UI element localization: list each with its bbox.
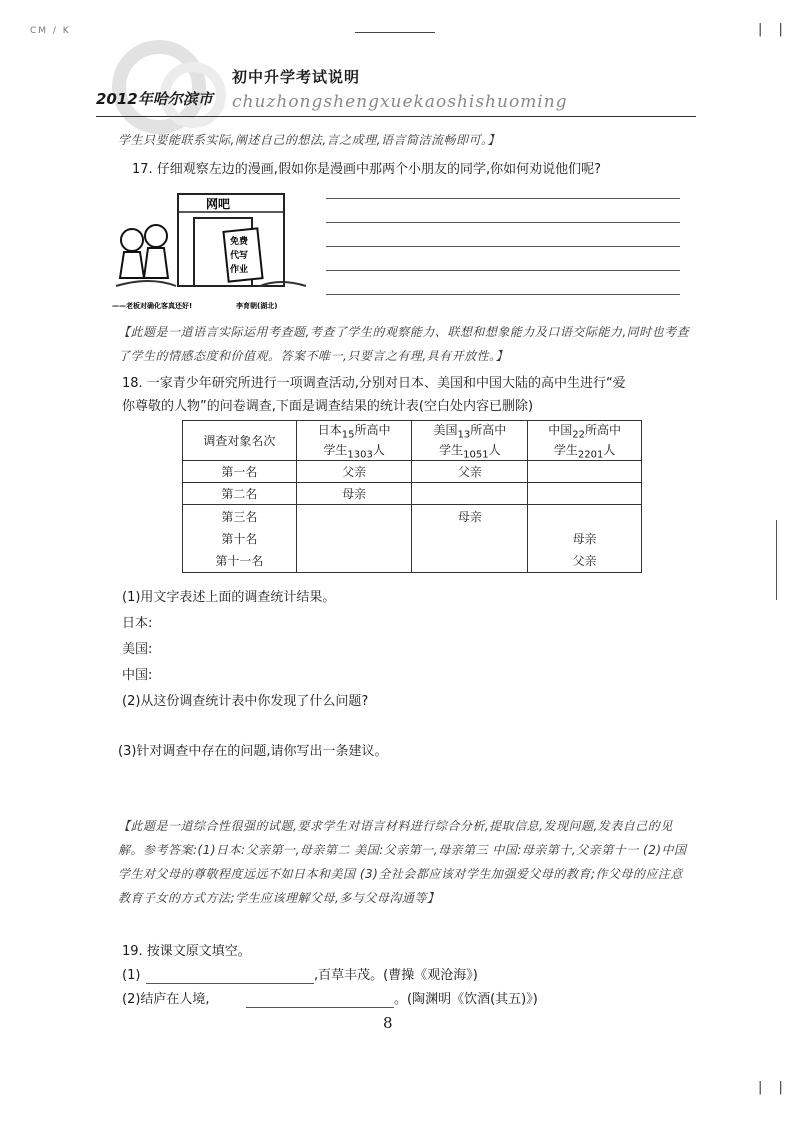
answer-line-q17-4[interactable] [326,270,680,271]
table-cell-rank-merged [183,505,297,573]
usa-rank-10 [416,528,523,550]
col-prefix: 学生 [323,442,348,457]
col-students: 1051 [463,448,489,460]
table-cell-japan: 母亲 [296,483,412,505]
cartoon-author: 李育朝(湖北) [236,302,278,310]
cartoon-image [110,186,316,314]
q18-question-line1: 18. 一家青少年研究所进行一项调查活动,分别对日本、美国和中国大陆的高中生进行“爱 [122,376,626,391]
table-cell-japan: 父亲 [296,461,412,483]
q18-question-line2: 你尊敬的人物”的问卷调查,下面是调查结果的统计表(空白处内容已删除) [122,399,534,414]
answer-line-q17-2[interactable] [326,222,680,223]
table-cell-rank: 第一名 [183,461,297,483]
col-schools: 13 [457,429,471,441]
crop-marks-top-right: | | [758,22,789,37]
q19-item1-num: (1) [122,968,141,983]
usa-rank-11 [416,550,523,572]
usa-rank-3: 母亲 [457,509,482,524]
col-schools: 22 [572,429,585,441]
q18-japan-label: 日本: [122,616,153,631]
cartoon-board-line3: 作业 [230,265,249,275]
q18-sub2: (2)从这份调查统计表中你发现了什么问题? [122,694,369,709]
col-country: 日本 [317,423,342,438]
q19-item2-num: (2)结庐在人境, [122,992,210,1007]
col-unit: 所高中 [584,423,621,438]
q19-item1-text: ,百草丰茂。(曹操《观沧海》) [314,968,478,983]
table-col-japan [296,421,412,461]
survey-table [182,420,642,573]
table-row-merged [183,505,642,573]
col-unit: 人 [488,442,501,457]
q18-sub3: (3)针对调查中存在的问题,请你写出一条建议。 [118,744,388,759]
china-rank-10: 母亲 [572,531,597,546]
q18-usa-label: 美国: [122,642,153,657]
table-row [183,461,642,483]
q19-question: 19. 按课文原文填空。 [122,944,251,959]
col-prefix: 学生 [553,442,578,457]
table-cell-rank: 第二名 [183,483,297,505]
japan-rank-11 [301,550,408,572]
col-students: 2201 [577,448,604,460]
answer-line-q17-5[interactable] [326,294,680,295]
cartoon-caption: ——老板对确化客真还好! [112,302,193,310]
col-country: 美国 [433,423,458,438]
col-country: 中国 [548,423,573,438]
top-rule [355,32,435,33]
table-corner-header: 调查对象名次 [183,421,297,461]
col-unit: 人 [372,442,385,457]
answer-line-q17-3[interactable] [326,246,680,247]
japan-rank-10 [301,528,408,550]
crop-marks-bottom-right: | | [758,1080,789,1095]
header-year-city: 2012年哈尔滨市 [96,90,213,108]
col-students: 1303 [347,448,373,460]
rank-11: 第十一名 [215,553,264,568]
margin-bar [776,520,777,600]
japan-rank-3 [301,506,408,528]
header-rule [96,116,696,117]
cartoon-board-line2: 代写 [230,251,249,261]
rank-3: 第三名 [221,509,258,524]
note-q17: 【此题是一道语言实际运用考查题,考查了学生的观察能力、联想和想象能力及口语交际能力,同时也考查了学生的情感态度和价值观。答案不唯一,只要言之有理,具有开放性。】 [118,325,690,363]
col-prefix: 学生 [439,442,464,457]
table-cell-japan-merged [296,505,412,573]
q19-blank-2[interactable] [246,1007,394,1008]
table-cell-china [528,483,642,505]
table-col-usa [412,421,528,461]
note-q16-end: 学生只要能联系实际,阐述自己的想法,言之成理,语言简洁流畅即可。】 [118,133,500,147]
col-unit: 所高中 [354,423,391,438]
table-cell-usa: 父亲 [412,461,528,483]
cartoon-board-line1: 免费 [230,237,249,247]
cartoon-drawing [110,186,316,314]
table-row [183,483,642,505]
table-cell-china [528,461,642,483]
col-unit: 所高中 [470,423,507,438]
cartoon-child-head-1 [121,229,143,251]
rank-10: 第十名 [221,531,258,546]
page-number: 8 [383,1014,393,1032]
header-title: 初中升学考试说明 [232,68,361,86]
q19-blank-1[interactable] [146,983,314,984]
q19-item2-text: 。(陶渊明《饮酒(其五)》) [394,992,538,1007]
cartoon-sign: 网吧 [206,197,231,211]
q18-sub1: (1)用文字表述上面的调查统计结果。 [122,590,336,605]
corner-code: CM / K [30,26,71,36]
answer-line-q17-1[interactable] [326,198,680,199]
survey-table-header-row [183,421,642,461]
note-q18: 【此题是一道综合性很强的试题,要求学生对语言材料进行综合分析,提取信息,发现问题,发表自己的见解。参考答案:(1)日本:父亲第一,母亲第二 美国:父亲第一,母亲第三 中国:母亲第十,父亲第十一 (2)中国学生对父母的尊敬程度远远不如日本和美国 (3)全社会都应该对学生加强爱父母的教育;作父母的应注意教育子女的方式方法;学生应该理解父母,多与父母沟通等】 [118,819,687,905]
cartoon-child-head-2 [145,225,167,247]
q17-question: 17. 仔细观察左边的漫画,假如你是漫画中那两个小朋友的同学,你如何劝说他们呢? [132,162,601,177]
q18-china-label: 中国: [122,668,153,683]
china-rank-3 [532,506,637,528]
table-col-china [528,421,642,461]
table-cell-usa-merged [412,505,528,573]
table-cell-usa [412,483,528,505]
china-rank-11: 父亲 [572,553,597,568]
header-pinyin: chuzhongshengxuekaoshishuoming [232,92,568,112]
col-schools: 15 [341,429,355,441]
col-unit: 人 [603,442,616,457]
table-cell-china-merged [528,505,642,573]
